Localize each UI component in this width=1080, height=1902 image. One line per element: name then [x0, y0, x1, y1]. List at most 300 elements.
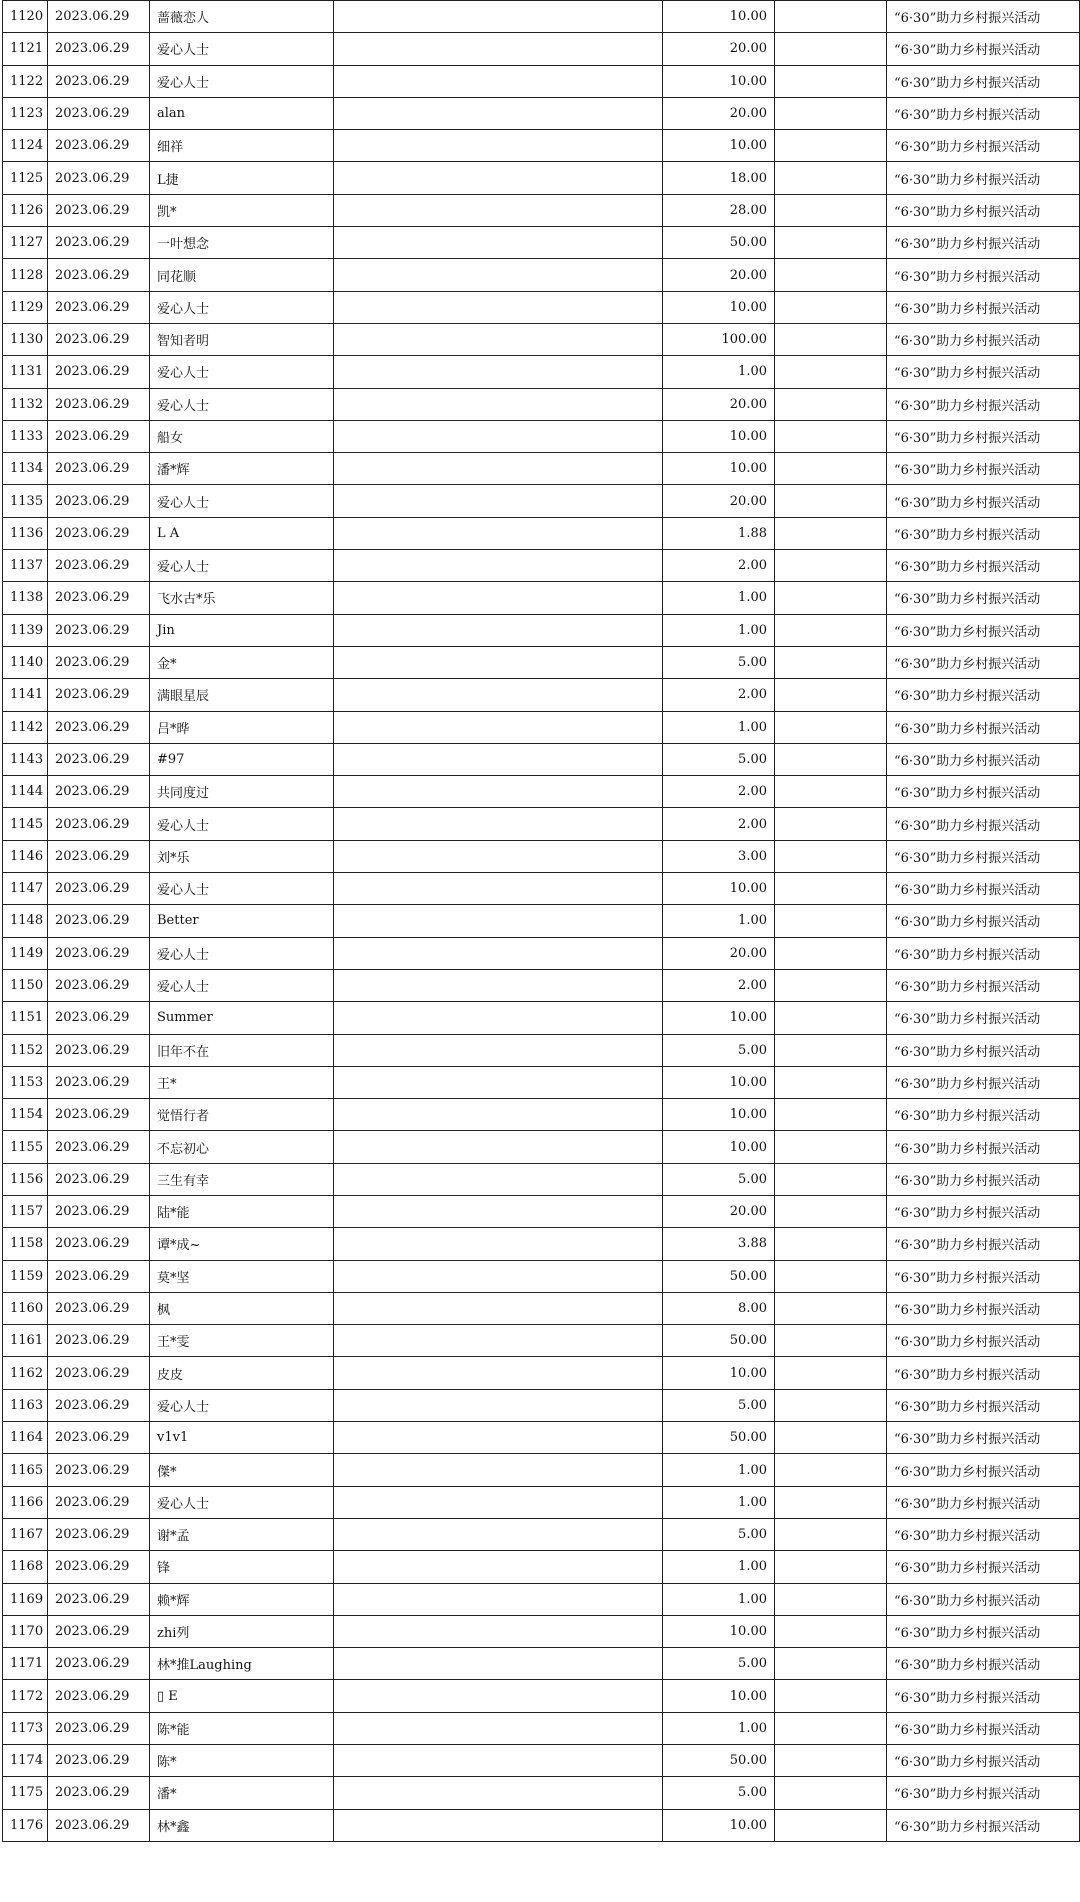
donation-date: 2023.06.29 [48, 808, 150, 840]
record-number: 1138 [3, 582, 48, 614]
donation-amount: 20.00 [663, 485, 775, 517]
donation-purpose: “6·30”助力乡村振兴活动 [887, 550, 1080, 582]
donation-amount: 1.00 [663, 1486, 775, 1518]
donor-name: 林*推Laughing [150, 1648, 334, 1680]
donor-name: 陈* [150, 1745, 334, 1777]
donation-amount: 10.00 [663, 1066, 775, 1098]
donation-amount: 20.00 [663, 33, 775, 65]
record-number: 1120 [3, 1, 48, 33]
donation-purpose: “6·30”助力乡村振兴活动 [887, 1131, 1080, 1163]
record-number: 1143 [3, 743, 48, 775]
donation-date: 2023.06.29 [48, 1712, 150, 1744]
empty-cell [775, 582, 887, 614]
donor-name: 锋 [150, 1551, 334, 1583]
table-row [3, 646, 1080, 678]
table-row [3, 1325, 1080, 1357]
donation-date: 2023.06.29 [48, 33, 150, 65]
donation-amount: 50.00 [663, 227, 775, 259]
empty-cell [334, 1325, 663, 1357]
record-number: 1136 [3, 517, 48, 549]
table-row [3, 1228, 1080, 1260]
empty-cell [775, 356, 887, 388]
donation-amount: 10.00 [663, 1099, 775, 1131]
donation-date: 2023.06.29 [48, 969, 150, 1001]
donation-amount: 5.00 [663, 1518, 775, 1550]
donation-date: 2023.06.29 [48, 711, 150, 743]
record-number: 1132 [3, 388, 48, 420]
donation-purpose: “6·30”助力乡村振兴活动 [887, 1486, 1080, 1518]
donation-purpose: “6·30”助力乡村振兴活动 [887, 1325, 1080, 1357]
empty-cell [334, 517, 663, 549]
donation-amount: 10.00 [663, 1002, 775, 1034]
donation-purpose: “6·30”助力乡村振兴活动 [887, 453, 1080, 485]
empty-cell [334, 1809, 663, 1841]
table-row [3, 1292, 1080, 1324]
donor-name: Summer [150, 1002, 334, 1034]
empty-cell [775, 1712, 887, 1744]
empty-cell [775, 1389, 887, 1421]
table-row [3, 453, 1080, 485]
donation-amount: 5.00 [663, 1163, 775, 1195]
empty-cell [775, 1518, 887, 1550]
donation-purpose: “6·30”助力乡村振兴活动 [887, 1195, 1080, 1227]
donation-purpose: “6·30”助力乡村振兴活动 [887, 969, 1080, 1001]
empty-cell [775, 517, 887, 549]
donor-name: #97 [150, 743, 334, 775]
donation-amount: 20.00 [663, 259, 775, 291]
record-number: 1162 [3, 1357, 48, 1389]
table-row [3, 1648, 1080, 1680]
donation-date: 2023.06.29 [48, 388, 150, 420]
donation-purpose: “6·30”助力乡村振兴活动 [887, 1389, 1080, 1421]
donation-date: 2023.06.29 [48, 356, 150, 388]
record-number: 1164 [3, 1422, 48, 1454]
donation-purpose: “6·30”助力乡村振兴活动 [887, 1357, 1080, 1389]
record-number: 1130 [3, 323, 48, 355]
table-row [3, 227, 1080, 259]
empty-cell [775, 1163, 887, 1195]
donor-name: 爱心人士 [150, 969, 334, 1001]
donation-amount: 10.00 [663, 1809, 775, 1841]
empty-cell [334, 776, 663, 808]
table-row [3, 1422, 1080, 1454]
donation-purpose: “6·30”助力乡村振兴活动 [887, 130, 1080, 162]
empty-cell [334, 1034, 663, 1066]
donation-purpose: “6·30”助力乡村振兴活动 [887, 1260, 1080, 1292]
donor-name: 同花顺 [150, 259, 334, 291]
table-row [3, 1486, 1080, 1518]
donor-name: 蔷薇恋人 [150, 1, 334, 33]
donation-date: 2023.06.29 [48, 1195, 150, 1227]
donation-amount: 2.00 [663, 808, 775, 840]
donation-date: 2023.06.29 [48, 1615, 150, 1647]
donation-amount: 18.00 [663, 162, 775, 194]
empty-cell [775, 323, 887, 355]
donation-amount: 10.00 [663, 1615, 775, 1647]
empty-cell [775, 1228, 887, 1260]
donation-date: 2023.06.29 [48, 1583, 150, 1615]
donor-name: 陆*能 [150, 1195, 334, 1227]
donation-date: 2023.06.29 [48, 614, 150, 646]
table-row [3, 1680, 1080, 1712]
record-number: 1133 [3, 420, 48, 452]
table-row [3, 743, 1080, 775]
donation-purpose: “6·30”助力乡村振兴活动 [887, 1034, 1080, 1066]
empty-cell [775, 97, 887, 129]
donation-date: 2023.06.29 [48, 485, 150, 517]
empty-cell [334, 1002, 663, 1034]
donor-name: 爱心人士 [150, 485, 334, 517]
empty-cell [334, 614, 663, 646]
donation-date: 2023.06.29 [48, 517, 150, 549]
record-number: 1154 [3, 1099, 48, 1131]
empty-cell [775, 1454, 887, 1486]
donor-name: zhi列 [150, 1615, 334, 1647]
donation-amount: 1.00 [663, 905, 775, 937]
donation-date: 2023.06.29 [48, 1099, 150, 1131]
empty-cell [775, 162, 887, 194]
donation-purpose: “6·30”助力乡村振兴活动 [887, 485, 1080, 517]
record-number: 1159 [3, 1260, 48, 1292]
donor-name: 枫 [150, 1292, 334, 1324]
empty-cell [334, 356, 663, 388]
donation-amount: 10.00 [663, 453, 775, 485]
record-number: 1160 [3, 1292, 48, 1324]
empty-cell [334, 873, 663, 905]
donation-amount: 1.00 [663, 582, 775, 614]
donation-date: 2023.06.29 [48, 1648, 150, 1680]
donation-purpose: “6·30”助力乡村振兴活动 [887, 1066, 1080, 1098]
table-row [3, 1583, 1080, 1615]
record-number: 1172 [3, 1680, 48, 1712]
donor-name: 潘*辉 [150, 453, 334, 485]
record-number: 1149 [3, 937, 48, 969]
empty-cell [775, 743, 887, 775]
donor-name: 凯* [150, 194, 334, 226]
donation-purpose: “6·30”助力乡村振兴活动 [887, 227, 1080, 259]
donor-name: 爱心人士 [150, 873, 334, 905]
donor-name: 傑* [150, 1454, 334, 1486]
empty-cell [334, 1389, 663, 1421]
record-number: 1122 [3, 65, 48, 97]
table-row [3, 1099, 1080, 1131]
empty-cell [775, 1745, 887, 1777]
donation-amount: 1.00 [663, 711, 775, 743]
donor-name: L捷 [150, 162, 334, 194]
empty-cell [775, 969, 887, 1001]
record-number: 1151 [3, 1002, 48, 1034]
donor-name: 细祥 [150, 130, 334, 162]
empty-cell [775, 259, 887, 291]
donor-name: 谭*成~ [150, 1228, 334, 1260]
record-number: 1131 [3, 356, 48, 388]
donation-purpose: “6·30”助力乡村振兴活动 [887, 646, 1080, 678]
donation-amount: 2.00 [663, 969, 775, 1001]
table-row [3, 259, 1080, 291]
table-row [3, 711, 1080, 743]
record-number: 1147 [3, 873, 48, 905]
donation-purpose: “6·30”助力乡村振兴活动 [887, 1002, 1080, 1034]
donor-name: 吕*晔 [150, 711, 334, 743]
donation-amount: 1.00 [663, 356, 775, 388]
donation-purpose: “6·30”助力乡村振兴活动 [887, 614, 1080, 646]
donation-purpose: “6·30”助力乡村振兴活动 [887, 1712, 1080, 1744]
donation-amount: 28.00 [663, 194, 775, 226]
empty-cell [775, 1357, 887, 1389]
donation-date: 2023.06.29 [48, 1357, 150, 1389]
table-row [3, 1357, 1080, 1389]
table-row [3, 1454, 1080, 1486]
donation-date: 2023.06.29 [48, 1228, 150, 1260]
donation-date: 2023.06.29 [48, 1325, 150, 1357]
empty-cell [334, 291, 663, 323]
empty-cell [775, 1, 887, 33]
donor-name: 王* [150, 1066, 334, 1098]
table-row [3, 1131, 1080, 1163]
donation-purpose: “6·30”助力乡村振兴活动 [887, 711, 1080, 743]
empty-cell [334, 259, 663, 291]
donor-name: 飞水古*乐 [150, 582, 334, 614]
donor-name: Better [150, 905, 334, 937]
donation-amount: 10.00 [663, 65, 775, 97]
donation-date: 2023.06.29 [48, 97, 150, 129]
donation-purpose: “6·30”助力乡村振兴活动 [887, 259, 1080, 291]
empty-cell [775, 130, 887, 162]
donation-amount: 10.00 [663, 1, 775, 33]
table-row [3, 776, 1080, 808]
table-row [3, 1034, 1080, 1066]
table-row [3, 582, 1080, 614]
table-row [3, 517, 1080, 549]
donation-purpose: “6·30”助力乡村振兴活动 [887, 873, 1080, 905]
donation-amount: 5.00 [663, 743, 775, 775]
table-row [3, 1002, 1080, 1034]
empty-cell [334, 388, 663, 420]
donation-date: 2023.06.29 [48, 1066, 150, 1098]
donor-name: Jin [150, 614, 334, 646]
donation-amount: 8.00 [663, 1292, 775, 1324]
donation-purpose: “6·30”助力乡村振兴活动 [887, 65, 1080, 97]
record-number: 1169 [3, 1583, 48, 1615]
donation-purpose: “6·30”助力乡村振兴活动 [887, 1777, 1080, 1809]
donation-date: 2023.06.29 [48, 937, 150, 969]
donation-amount: 1.00 [663, 1454, 775, 1486]
table-row [3, 808, 1080, 840]
table-row [3, 1163, 1080, 1195]
empty-cell [334, 130, 663, 162]
donor-name: 王*雯 [150, 1325, 334, 1357]
empty-cell [775, 840, 887, 872]
empty-cell [334, 582, 663, 614]
donation-purpose: “6·30”助力乡村振兴活动 [887, 1454, 1080, 1486]
empty-cell [775, 808, 887, 840]
donation-date: 2023.06.29 [48, 1518, 150, 1550]
empty-cell [334, 743, 663, 775]
table-row [3, 614, 1080, 646]
record-number: 1121 [3, 33, 48, 65]
table-row [3, 323, 1080, 355]
donation-purpose: “6·30”助力乡村振兴活动 [887, 1648, 1080, 1680]
donation-amount: 5.00 [663, 1777, 775, 1809]
table-row [3, 485, 1080, 517]
table-row [3, 291, 1080, 323]
table-row [3, 1260, 1080, 1292]
donor-name: 刘*乐 [150, 840, 334, 872]
empty-cell [334, 1648, 663, 1680]
table-row [3, 1809, 1080, 1841]
donor-name: 爱心人士 [150, 65, 334, 97]
donation-amount: 5.00 [663, 1389, 775, 1421]
donation-purpose: “6·30”助力乡村振兴活动 [887, 1, 1080, 33]
record-number: 1134 [3, 453, 48, 485]
empty-cell [775, 1486, 887, 1518]
donation-table-body [3, 1, 1080, 1842]
donation-date: 2023.06.29 [48, 65, 150, 97]
record-number: 1176 [3, 1809, 48, 1841]
empty-cell [334, 1, 663, 33]
empty-cell [334, 646, 663, 678]
empty-cell [775, 1260, 887, 1292]
record-number: 1150 [3, 969, 48, 1001]
donation-amount: 1.00 [663, 1551, 775, 1583]
donation-purpose: “6·30”助力乡村振兴活动 [887, 388, 1080, 420]
empty-cell [775, 873, 887, 905]
record-number: 1173 [3, 1712, 48, 1744]
record-number: 1135 [3, 485, 48, 517]
record-number: 1152 [3, 1034, 48, 1066]
donation-date: 2023.06.29 [48, 550, 150, 582]
empty-cell [775, 1680, 887, 1712]
empty-cell [334, 937, 663, 969]
donor-name: 满眼星辰 [150, 679, 334, 711]
donation-amount: 2.00 [663, 776, 775, 808]
donor-name: 三生有幸 [150, 1163, 334, 1195]
record-number: 1155 [3, 1131, 48, 1163]
empty-cell [334, 1163, 663, 1195]
empty-cell [334, 905, 663, 937]
record-number: 1148 [3, 905, 48, 937]
donor-name: 潘* [150, 1777, 334, 1809]
empty-cell [775, 1648, 887, 1680]
table-row [3, 550, 1080, 582]
donation-amount: 10.00 [663, 130, 775, 162]
donation-amount: 10.00 [663, 1357, 775, 1389]
empty-cell [775, 1551, 887, 1583]
empty-cell [775, 937, 887, 969]
donor-name: 旧年不在 [150, 1034, 334, 1066]
donation-amount: 10.00 [663, 291, 775, 323]
donation-amount: 1.00 [663, 1712, 775, 1744]
empty-cell [334, 1551, 663, 1583]
donation-date: 2023.06.29 [48, 1777, 150, 1809]
donor-name: 爱心人士 [150, 808, 334, 840]
empty-cell [334, 227, 663, 259]
donation-amount: 10.00 [663, 1131, 775, 1163]
donation-purpose: “6·30”助力乡村振兴活动 [887, 162, 1080, 194]
donation-date: 2023.06.29 [48, 420, 150, 452]
donation-purpose: “6·30”助力乡村振兴活动 [887, 776, 1080, 808]
table-row [3, 162, 1080, 194]
donation-date: 2023.06.29 [48, 1551, 150, 1583]
empty-cell [334, 1615, 663, 1647]
empty-cell [775, 194, 887, 226]
empty-cell [775, 1034, 887, 1066]
record-number: 1129 [3, 291, 48, 323]
donor-name: L A [150, 517, 334, 549]
record-number: 1144 [3, 776, 48, 808]
donation-date: 2023.06.29 [48, 1809, 150, 1841]
record-number: 1141 [3, 679, 48, 711]
donor-name: 智知者明 [150, 323, 334, 355]
empty-cell [775, 1422, 887, 1454]
empty-cell [334, 33, 663, 65]
donation-date: 2023.06.29 [48, 1260, 150, 1292]
empty-cell [775, 291, 887, 323]
empty-cell [775, 1066, 887, 1098]
record-number: 1140 [3, 646, 48, 678]
donation-amount: 3.00 [663, 840, 775, 872]
empty-cell [334, 1228, 663, 1260]
record-number: 1158 [3, 1228, 48, 1260]
donor-name: 一叶想念 [150, 227, 334, 259]
donor-name: 爱心人士 [150, 937, 334, 969]
donation-amount: 1.00 [663, 614, 775, 646]
table-row [3, 873, 1080, 905]
donation-date: 2023.06.29 [48, 646, 150, 678]
table-row [3, 1389, 1080, 1421]
record-number: 1165 [3, 1454, 48, 1486]
donation-date: 2023.06.29 [48, 162, 150, 194]
donation-amount: 3.88 [663, 1228, 775, 1260]
empty-cell [334, 550, 663, 582]
donor-name: 爱心人士 [150, 1486, 334, 1518]
donor-name: 爱心人士 [150, 388, 334, 420]
donation-amount: 50.00 [663, 1325, 775, 1357]
donation-amount: 1.00 [663, 1583, 775, 1615]
record-number: 1145 [3, 808, 48, 840]
donation-date: 2023.06.29 [48, 1292, 150, 1324]
donation-purpose: “6·30”助力乡村振兴活动 [887, 33, 1080, 65]
donation-amount: 10.00 [663, 1680, 775, 1712]
donor-name: v1v1 [150, 1422, 334, 1454]
table-row [3, 1551, 1080, 1583]
donation-amount: 20.00 [663, 937, 775, 969]
donation-date: 2023.06.29 [48, 1002, 150, 1034]
empty-cell [775, 388, 887, 420]
donor-name: 爱心人士 [150, 291, 334, 323]
donation-date: 2023.06.29 [48, 1745, 150, 1777]
empty-cell [334, 162, 663, 194]
record-number: 1175 [3, 1777, 48, 1809]
donation-purpose: “6·30”助力乡村振兴活动 [887, 1518, 1080, 1550]
empty-cell [775, 711, 887, 743]
record-number: 1167 [3, 1518, 48, 1550]
empty-cell [775, 646, 887, 678]
table-row [3, 1745, 1080, 1777]
table-row [3, 840, 1080, 872]
table-row [3, 1712, 1080, 1744]
table-row [3, 388, 1080, 420]
empty-cell [775, 550, 887, 582]
table-row [3, 1195, 1080, 1227]
donation-purpose: “6·30”助力乡村振兴活动 [887, 1680, 1080, 1712]
donation-purpose: “6·30”助力乡村振兴活动 [887, 1809, 1080, 1841]
record-number: 1146 [3, 840, 48, 872]
donor-name: 觉悟行者 [150, 1099, 334, 1131]
donor-name: ▯ E [150, 1680, 334, 1712]
donation-date: 2023.06.29 [48, 1486, 150, 1518]
empty-cell [775, 905, 887, 937]
